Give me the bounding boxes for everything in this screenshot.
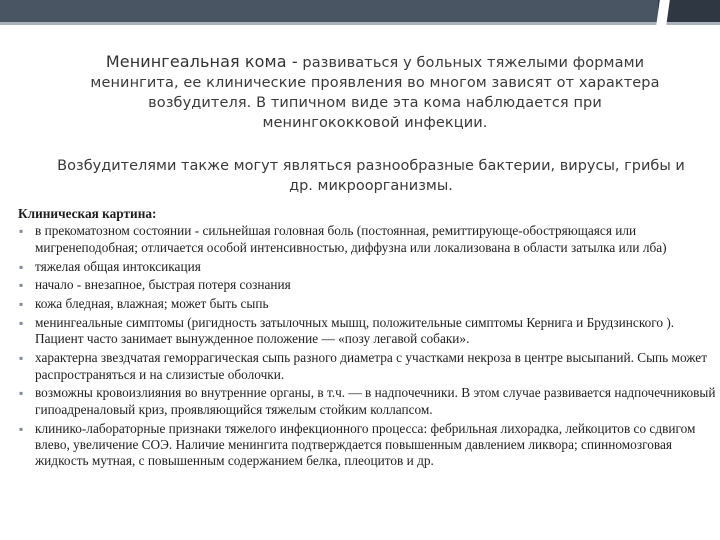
list-item [18,223,718,256]
bullet-icon: ▪ [19,259,24,274]
list-item [18,296,718,312]
pathogens-paragraph: Возбудителями также могут являться разнообразные бактерии, вирусы, грибы и др. микроорганизмы. [57,158,685,194]
intro-paragraph [80,52,670,133]
list-item-text: тяжелая общая интоксикация [35,258,201,274]
bullet-icon: ▪ [19,278,24,293]
list-item-text: характерна звездчатая геморрагическая сыпь разного диаметра с участками некроза в центре высыпаний. Сыпь может распространяться и на слизистые оболочки. [35,350,708,382]
list-item-text: клинико-лабораторные признаки тяжелого инфекционного процесса: фебрильная лихорадка, лейкоцитов со сдвигом влево, увеличение СОЭ. Наличие менингита подтверждается повышенным давлением ликвора; спинномозговая жидкость мутная, с повышенным содержанием белка, плеоцитов и др. [35,420,696,469]
list-item [18,315,718,348]
intro-text: развиваться у больных тяжелыми формами менингита, ее клинические проявления во многом зависят от характера возбудителя. В типичном виде эта кома наблюдается при менингококковой инфекции. [90,55,660,131]
list-item [18,259,718,275]
list-item [18,277,718,293]
bullet-icon: ▪ [19,297,24,312]
list-item [18,421,718,470]
bullet-icon: ▪ [19,316,24,330]
bullet-icon: ▪ [19,224,24,239]
top-bar-accent [0,22,720,25]
list-item [18,350,718,383]
list-item [18,385,718,418]
list-item-text: кожа бледная, влажная; может быть сыпь [35,296,269,312]
bullet-icon: ▪ [19,351,24,366]
intro-heading: Менингеальная кома - [105,52,298,71]
list-item-text: в прекоматозном состоянии - сильнейшая головная боль (постоянная, ремиттирующе-обостряющаяся или мигренеподобная; отличается особой интенсивностью, диффузна или локализована в области затылка или лба) [35,223,667,255]
bullet-icon: ▪ [19,386,24,401]
top-bar [0,0,720,22]
list-item-text: менингеальные симптомы (ригидность затылочных мышц, положительные симптомы Кернига и Брудзинского ). Пациент часто занимает вынужденное положение — «позу легавой собаки». [35,315,675,347]
list-item-text: возможны кровоизлияния во внутренние органы, в т.ч. — в надпочечники. В этом случае развивается надпочечниковый гипоадреналовый криз, проявляющийся тяжелым стойким коллапсом. [35,385,716,417]
list-item-text: начало - внезапное, быстрая потеря сознания [35,277,291,293]
clinical-title: Клиническая картина: [18,206,157,221]
clinical-section [18,206,718,472]
clinical-list [18,223,718,469]
bullet-icon: ▪ [19,421,24,436]
